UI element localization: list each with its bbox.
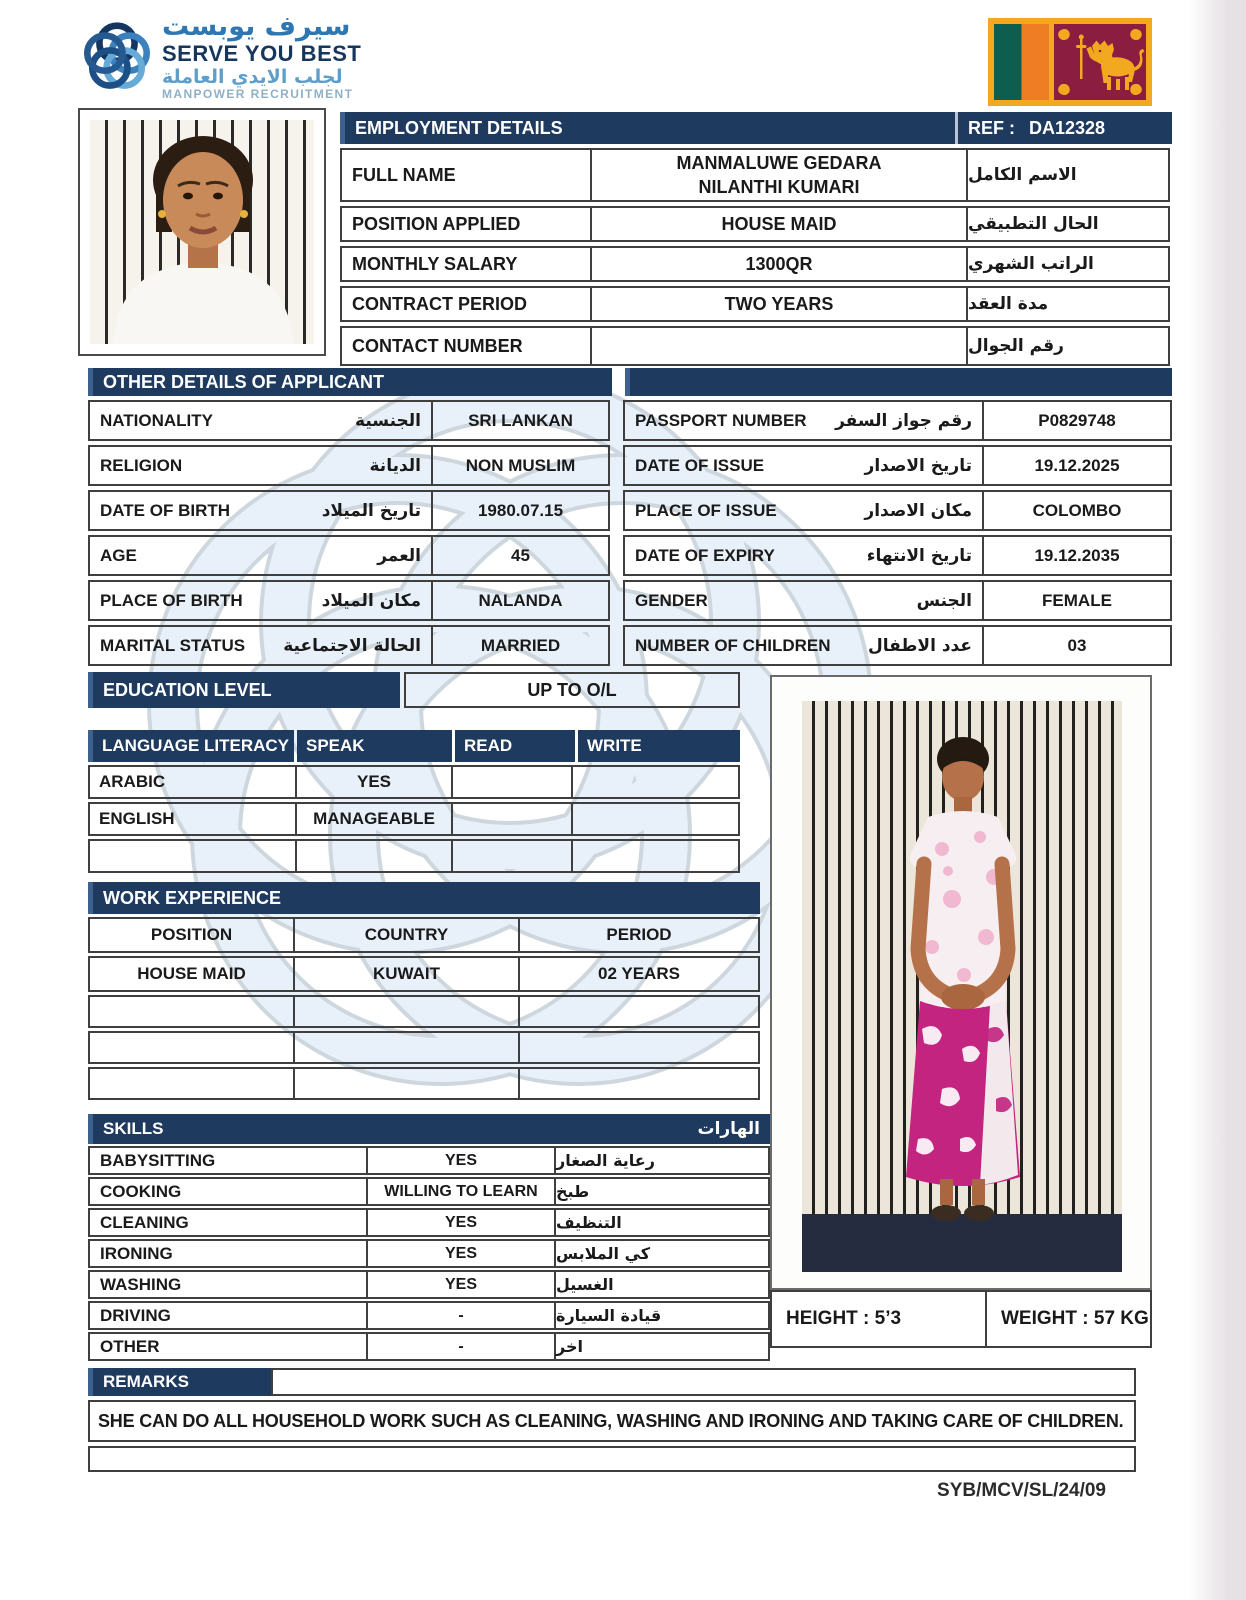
ref-value: DA12328 [1029, 117, 1106, 138]
other-details-row-2: RELIGION الديانة NON MUSLIM DATE OF ISSUE تاريخ الاصدار 19.12.2025 [88, 445, 1172, 486]
other-details-row-4: AGE العمر 45 DATE OF EXPIRY تاريخ الانتهاء 19.12.2035 [88, 535, 1172, 576]
work-experience-title: WORK EXPERIENCE [88, 882, 760, 914]
portrait-striped-background [90, 120, 314, 344]
skill-row-driving: DRIVING - قيادة السيارة [88, 1301, 770, 1330]
sri-lanka-flag-icon [988, 18, 1152, 111]
other-details-row-5: PLACE OF BIRTH مكان الميلاد NALANDA GENDER الجنس FEMALE [88, 580, 1172, 621]
employment-row-contract: CONTRACT PERIOD TWO YEARS مدة العقد [340, 286, 1172, 322]
remarks-title: REMARKS [88, 1368, 272, 1396]
skill-row-cleaning: CLEANING YES التنظيف [88, 1208, 770, 1237]
work-experience-row-3 [88, 1031, 760, 1064]
work-experience-columns: POSITION COUNTRY PERIOD [88, 917, 760, 953]
other-details-section [88, 368, 1172, 670]
brand-name-arabic: سيرف يوبست [162, 11, 351, 42]
remarks-empty-row [88, 1446, 1136, 1472]
applicant-standing-illustration [802, 701, 1122, 1272]
other-details-header [88, 368, 1172, 396]
education-level-section [88, 672, 740, 708]
ref-label: REF : [968, 117, 1015, 138]
education-level-title: EDUCATION LEVEL [88, 672, 400, 708]
applicant-fullbody-photo [770, 675, 1152, 1290]
skills-title: SKILLS [103, 1119, 164, 1138]
fullbody-striped-background [802, 701, 1122, 1272]
brand-name-english: SERVE YOU BEST [162, 41, 362, 67]
brand-tagline-english: MANPOWER RECRUITMENT [162, 87, 354, 102]
remarks-header-blank [271, 1368, 1136, 1396]
skill-row-cooking: COOKING WILLING TO LEARN طبخ [88, 1177, 770, 1206]
height-value: HEIGHT : 5’3 [770, 1290, 987, 1348]
brand-knot-logo-icon [84, 14, 150, 100]
remarks-header [88, 1368, 1136, 1396]
language-row-empty [88, 839, 740, 873]
employment-row-contact: CONTACT NUMBER رقم الجوال [340, 326, 1172, 366]
language-literacy-header: LANGUAGE LITERACY SPEAK READ WRITE [88, 730, 740, 762]
employment-details-title: EMPLOYMENT DETAILS [340, 112, 958, 144]
employment-row-full-name: FULL NAME MANMALUWE GEDARA NILANTHI KUMARI الاسم الكامل [340, 148, 1172, 202]
weight-value: WEIGHT : 57 KG [985, 1290, 1152, 1348]
scan-edge-shadow [1188, 0, 1246, 1600]
language-row-arabic: ARABIC YES [88, 765, 740, 799]
employment-row-position: POSITION APPLIED HOUSE MAID الحال التطبيقي [340, 206, 1172, 242]
other-details-header-right [625, 368, 1172, 396]
skill-row-ironing: IRONING YES كي الملابس [88, 1239, 770, 1268]
skill-row-washing: WASHING YES الغسيل [88, 1270, 770, 1299]
work-experience-section [88, 882, 760, 1100]
applicant-bust-illustration [90, 120, 314, 344]
skill-row-other: OTHER - اخر [88, 1332, 770, 1361]
other-details-title: OTHER DETAILS OF APPLICANT [88, 368, 612, 396]
document-code: SYB/MCV/SL/24/09 [937, 1480, 1106, 1501]
skills-section [88, 1114, 770, 1361]
language-row-english: ENGLISH MANAGEABLE [88, 802, 740, 836]
other-details-row-3: DATE OF BIRTH تاريخ الميلاد 1980.07.15 PLACE OF ISSUE مكان الاصدار COLOMBO [88, 490, 1172, 531]
remarks-section [88, 1368, 1136, 1472]
physique-section [770, 1290, 1152, 1348]
other-details-row-6: MARITAL STATUS الحالة الاجتماعية MARRIED NUMBER OF CHILDREN عدد الاطفال 03 [88, 625, 1172, 666]
skill-row-babysitting: BABYSITTING YES رعاية الصغار [88, 1146, 770, 1175]
work-experience-row-2 [88, 995, 760, 1028]
language-literacy-section [88, 730, 740, 873]
work-experience-row-1: HOUSE MAID KUWAIT 02 YEARS [88, 956, 760, 992]
brand-header [84, 12, 361, 102]
skills-header [88, 1114, 770, 1144]
employment-row-salary: MONTHLY SALARY 1300QR الراتب الشهري [340, 246, 1172, 282]
applicant-portrait-photo [78, 108, 326, 356]
work-experience-row-4 [88, 1067, 760, 1100]
education-level-value: UP TO O/L [404, 672, 740, 708]
employment-details-section [340, 112, 1172, 366]
skills-title-arabic: الهارات [697, 1119, 760, 1139]
employment-details-header [340, 112, 1172, 144]
remarks-text: SHE CAN DO ALL HOUSEHOLD WORK SUCH AS CLEANING, WASHING AND IRONING AND TAKING CARE OF CHILDREN. [88, 1400, 1136, 1442]
ref-number [958, 112, 1172, 144]
brand-tagline-arabic: لجلب الايدي العاملة [162, 65, 343, 88]
other-details-row-1: NATIONALITY الجنسية SRI LANKAN PASSPORT NUMBER رقم جواز السفر P0829748 [88, 400, 1172, 441]
